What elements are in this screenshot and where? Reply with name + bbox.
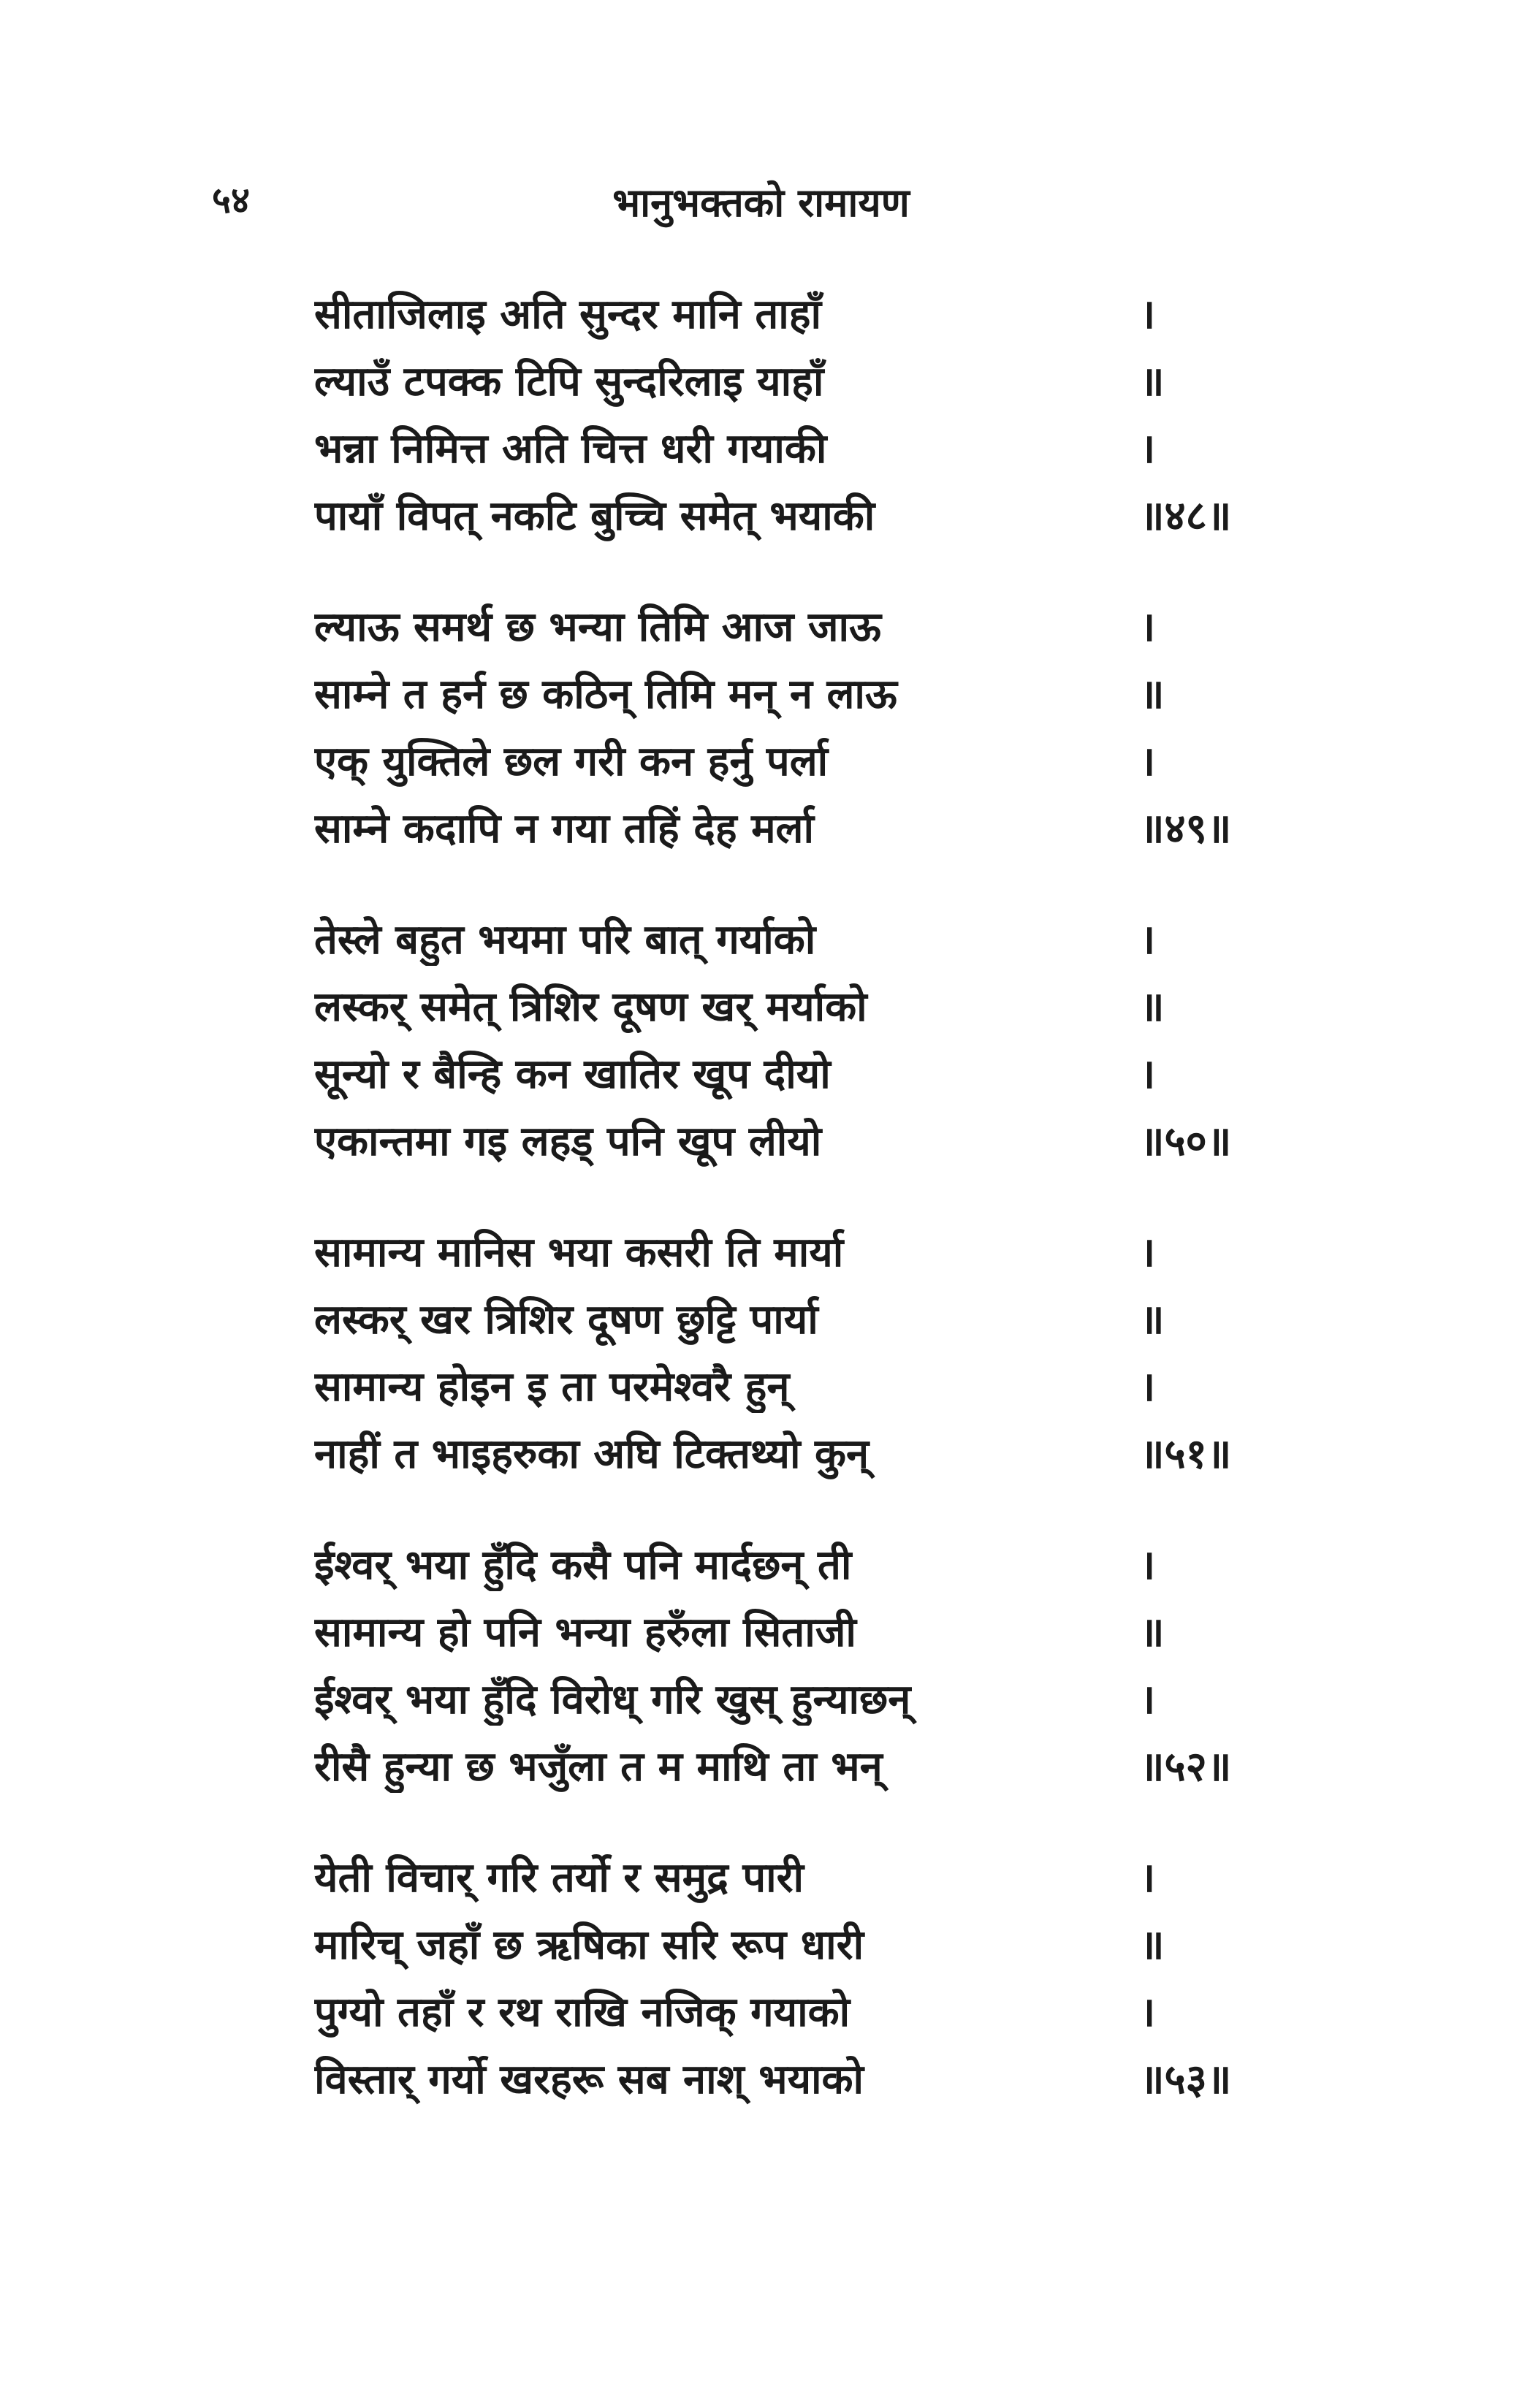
verse-line bbox=[314, 732, 1279, 799]
verse-line bbox=[314, 1357, 1279, 1425]
verse-marker: । bbox=[1140, 1854, 1156, 1902]
verse-line bbox=[314, 2050, 1279, 2117]
verse-line bbox=[314, 1737, 1279, 1805]
verse-line-text: येती विचार् गरि तर्यो र समुद्र पारी bbox=[314, 1854, 804, 1902]
verse-line-text: एकान्तमा गइ लहड् पनि खूप लीयो bbox=[314, 1118, 822, 1165]
verse-line bbox=[314, 799, 1279, 866]
verse-line bbox=[314, 487, 1279, 554]
verse-marker: । bbox=[1140, 291, 1156, 338]
verse-line-text: सून्यो र बैन्हि कन खातिर खूप दीयो bbox=[314, 1051, 831, 1098]
verse-line bbox=[314, 1916, 1279, 1983]
verse-line-text: तेस्ले बहुत भयमा परि बात् गर्याको bbox=[314, 916, 816, 964]
verse-line-text: ल्याऊ समर्थ छ भन्या तिमि आज जाऊ bbox=[314, 603, 881, 651]
verse-number: ॥४८॥ bbox=[1140, 492, 1232, 540]
verse-marker: ॥ bbox=[1140, 1609, 1165, 1656]
verse-line-text: भन्ना निमित्त अति चित्त धरी गयाकी bbox=[314, 425, 827, 473]
running-title: भानुभक्तको रामायण bbox=[612, 180, 910, 226]
verse-marker: ॥ bbox=[1140, 1296, 1165, 1344]
verse-line-text: मारिच् जहाँ छ ऋषिका सरि रूप धारी bbox=[314, 1921, 864, 1969]
verse-line-text: नाहीं त भाइहरुका अघि टिक्तथ्यो कुन् bbox=[314, 1430, 870, 1478]
stanza-48 bbox=[314, 285, 1279, 554]
verse-line-text: साम्ने त हर्न छ कठिन् तिमि मन् न लाऊ bbox=[314, 671, 897, 718]
verse-line bbox=[314, 1983, 1279, 2050]
stanza-52 bbox=[314, 1536, 1279, 1805]
verse-marker: । bbox=[1140, 916, 1156, 964]
stanza-51 bbox=[314, 1223, 1279, 1492]
verse-line-text: सीताजिलाइ अति सुन्दर मानि ताहाँ bbox=[314, 291, 822, 338]
verse-line bbox=[314, 910, 1279, 978]
verse-marker: । bbox=[1140, 1363, 1156, 1411]
verse-line bbox=[314, 598, 1279, 665]
verse-line-text: सामान्य होइन इ ता परमेश्वरै हुन् bbox=[314, 1363, 790, 1411]
verse-line-text: साम्ने कदापि न गया तहिं देह मर्ला bbox=[314, 805, 815, 853]
verse-line-text: ईश्वर् भया हुँदि विरोध् गरि खुस् हुन्याछन् bbox=[314, 1676, 911, 1723]
verse-marker: । bbox=[1140, 1989, 1156, 2036]
verse-line bbox=[314, 1045, 1279, 1112]
stanza-53 bbox=[314, 1848, 1279, 2117]
verse-number: ॥४९॥ bbox=[1140, 805, 1232, 853]
stanza-49 bbox=[314, 598, 1279, 866]
verse-number: ॥५२॥ bbox=[1140, 1743, 1232, 1791]
verse-marker: ॥ bbox=[1140, 1921, 1165, 1969]
verse-marker: ॥ bbox=[1140, 358, 1165, 405]
verse-line bbox=[314, 1848, 1279, 1916]
verse-line-text: एक् युक्तिले छल गरी कन हर्नु पर्ला bbox=[314, 738, 829, 785]
verse-line bbox=[314, 1670, 1279, 1737]
verse-line bbox=[314, 419, 1279, 487]
verse-line bbox=[314, 1603, 1279, 1670]
verse-line-text: पुग्यो तहाँ र रथ राखि नजिक् गयाको bbox=[314, 1989, 851, 2036]
verse-line bbox=[314, 285, 1279, 352]
verse-marker: । bbox=[1140, 603, 1156, 651]
verse-line-text: पायाँ विपत् नकटि बुच्चि समेत् भयाकी bbox=[314, 492, 875, 540]
verse-marker: । bbox=[1140, 425, 1156, 473]
verse-line-text: रीसै हुन्या छ भजुँला त म माथि ता भन् bbox=[314, 1743, 883, 1791]
verse-number: ॥५१॥ bbox=[1140, 1430, 1232, 1478]
stanza-50 bbox=[314, 910, 1279, 1179]
verse-marker: ॥ bbox=[1140, 671, 1165, 718]
verse-marker: । bbox=[1140, 738, 1156, 785]
verse-line bbox=[314, 352, 1279, 419]
verse-line bbox=[314, 1290, 1279, 1357]
verse-line-text: सामान्य हो पनि भन्या हरुँला सिताजी bbox=[314, 1609, 856, 1656]
verse-line bbox=[314, 1112, 1279, 1179]
verse-line bbox=[314, 1223, 1279, 1290]
verse-line bbox=[314, 1425, 1279, 1492]
verse-line-text: ईश्वर् भया हुँदि कसै पनि मार्दछन् ती bbox=[314, 1542, 852, 1589]
verse-line-text: लस्कर् समेत् त्रिशिर दूषण खर् मर्याको bbox=[314, 983, 867, 1031]
verse-number: ॥५०॥ bbox=[1140, 1118, 1232, 1165]
verse-line bbox=[314, 665, 1279, 732]
verse-marker: । bbox=[1140, 1051, 1156, 1098]
verse-line bbox=[314, 1536, 1279, 1603]
verse-marker: । bbox=[1140, 1542, 1156, 1589]
verse-marker: । bbox=[1140, 1229, 1156, 1276]
verse-line-text: विस्तार् गर्यो खरहरू सब नाश् भयाको bbox=[314, 2056, 864, 2103]
verse-marker: ॥ bbox=[1140, 983, 1165, 1031]
verse-marker: । bbox=[1140, 1676, 1156, 1723]
verse-line-text: लस्कर् खर त्रिशिर दूषण छुट्टि पार्या bbox=[314, 1296, 818, 1344]
verse-body bbox=[314, 285, 1279, 2161]
verse-line bbox=[314, 978, 1279, 1045]
verse-line-text: ल्याउँ टपक्क टिपि सुन्दरिलाइ याहाँ bbox=[314, 358, 824, 405]
verse-line-text: सामान्य मानिस भया कसरी ति मार्या bbox=[314, 1229, 844, 1276]
page-number: ५४ bbox=[212, 179, 250, 221]
verse-number: ॥५३॥ bbox=[1140, 2056, 1232, 2103]
